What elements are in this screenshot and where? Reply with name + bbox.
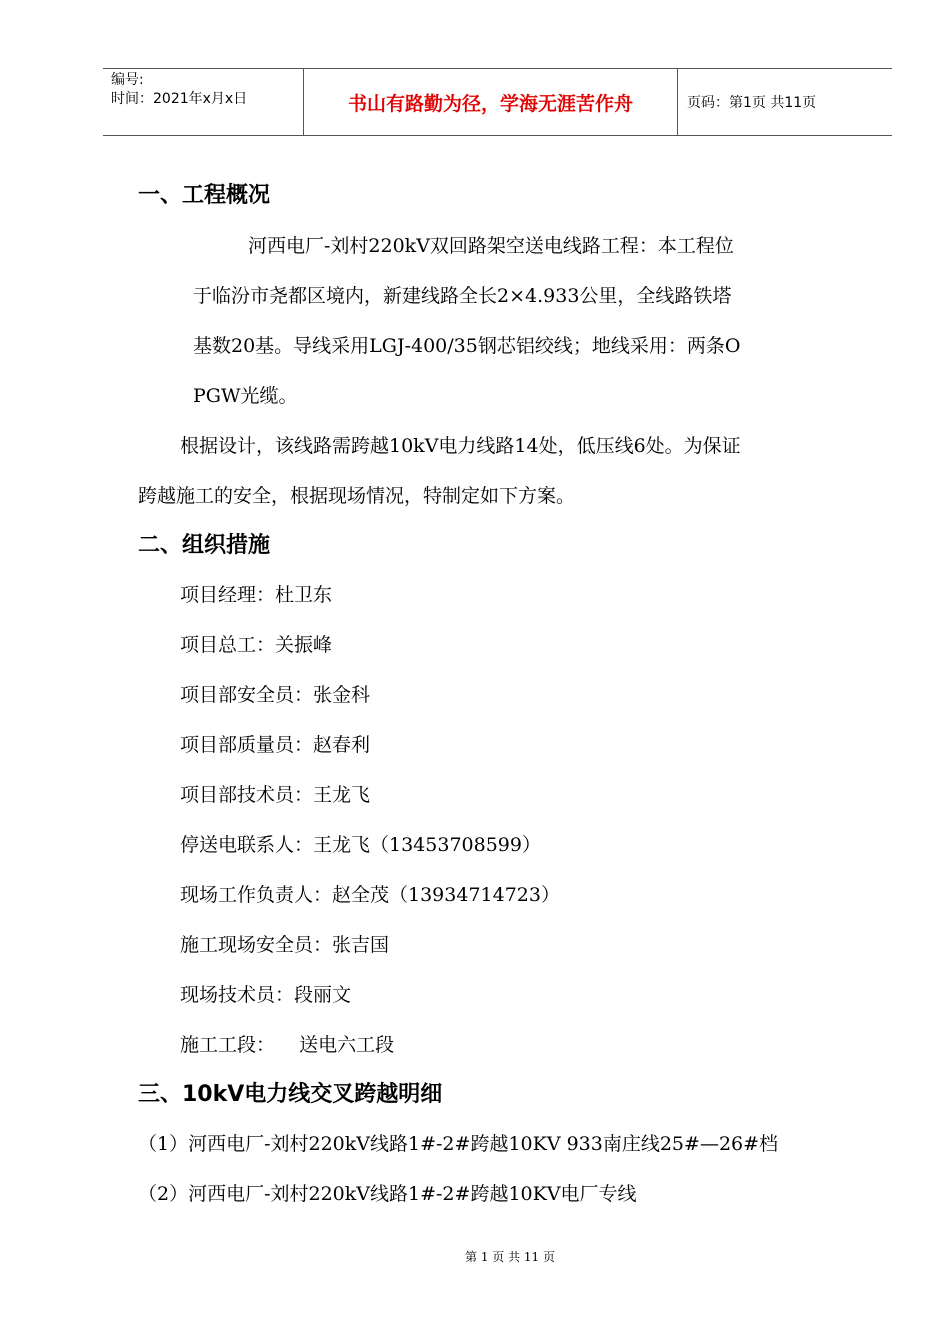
staff-line: 停送电联系人：王龙飞（13453708599） [180, 834, 541, 856]
staff-line: 项目部质量员：赵春利 [180, 734, 371, 756]
staff-line: 项目总工：关振峰 [180, 634, 333, 656]
paragraph-line: 跨越施工的安全，根据现场情况，特制定如下方案。 [138, 485, 576, 507]
staff-line: 现场技术员：段丽文 [180, 984, 352, 1006]
paragraph-line: 于临汾市尧都区境内，新建线路全长2×4.933公里，全线路铁塔 [193, 285, 732, 307]
staff-line: 施工现场安全员：张吉国 [180, 934, 390, 956]
document-number-label: 编号: [111, 72, 144, 88]
section-title-crossings: 三、10kV电力线交叉跨越明细 [138, 1082, 443, 1107]
crossing-item: （2）河西电厂-刘村220kV线路1#-2#跨越10KV电厂专线 [138, 1183, 637, 1205]
section-title-organization: 二、组织措施 [138, 533, 271, 558]
header-page-label: 页码：第1页 共11页 [687, 95, 817, 111]
paragraph-line: 根据设计，该线路需跨越10kV电力线路14处，低压线6处。为保证 [180, 435, 741, 457]
section-title-overview: 一、工程概况 [138, 183, 271, 208]
crossing-item: （1）河西电厂-刘村220kV线路1#-2#跨越10KV 933南庄线25#—26#档 [138, 1133, 779, 1155]
paragraph-line: 河西电厂-刘村220kV双回路架空送电线路工程：本工程位 [248, 235, 734, 257]
paragraph-line: 基数20基。导线采用LGJ-400/35钢芯铝绞线；地线采用：两条O [193, 335, 741, 357]
staff-line: 施工工段： 送电六工段 [180, 1034, 395, 1056]
header-meta [103, 69, 304, 135]
staff-line: 项目经理：杜卫东 [180, 584, 333, 606]
staff-line: 项目部技术员：王龙飞 [180, 784, 371, 806]
paragraph-line: PGW光缆。 [193, 385, 298, 407]
staff-line: 现场工作负责人：赵全茂（13934714723） [180, 884, 560, 906]
page-header [103, 68, 892, 136]
staff-line: 项目部安全员：张金科 [180, 684, 371, 706]
document-time-label: 时间：2021年x月x日 [111, 91, 248, 107]
header-slogan: 书山有路勤为径，学海无涯苦作舟 [304, 69, 678, 135]
page-footer: 第 1 页 共 11 页 [465, 1250, 555, 1264]
